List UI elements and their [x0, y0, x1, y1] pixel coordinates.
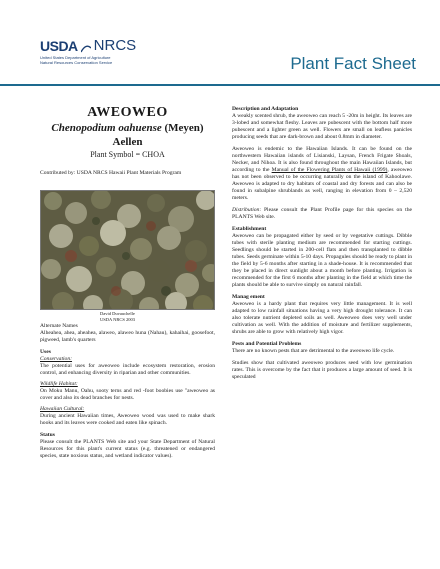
- wildlife-text: On Moku Manu, Oahu, sooty terns and red -foot boobies use "aweoweo as cover and also its dead branches for nests.: [40, 388, 215, 401]
- right-column: [232, 106, 412, 381]
- author-name: Aellen: [112, 136, 143, 148]
- usda-wordmark: USDA: [40, 38, 78, 54]
- uses-heading: Uses: [40, 349, 51, 355]
- genus-species: Chenopodium oahuense: [51, 122, 162, 134]
- contributed-by: Contributed by: USDA NRCS Hawaii Plant Materials Program: [40, 170, 182, 176]
- pests-p2: Studies show that cultivated aweoweo produces seed with low germination rates. This is overcome by the fact that it produces a large amount of seed. It is speculated: [232, 360, 412, 380]
- plant-photo: [40, 190, 215, 310]
- establishment-text: Aweoweo can be propagated either by seed or by vegetative cuttings. Dibble tubes with sterile planting medium are recommended for starting cuttings. Seedlings should be started in 200-cell flats and then transplanted to dibble tubes. Seeds germinate within 5-10 days. Propagules should be ready to plant in the field by 5-6 months after starting in a shade-house. It is recommended that they be placed in direct sunlight about a month before planting. Irrigation is recommended for the first 6 months after planting in the field at which time the plants should be able to survive simply on natural rainfall.: [232, 233, 412, 288]
- distribution-text: Distribution: Please consult the Plant Profile page for this species on the PLANTS Web site.: [232, 207, 412, 220]
- pests-heading: Pests and Potential Problems: [232, 341, 302, 347]
- conservation-heading: Conservation:: [40, 356, 73, 362]
- description-heading: Description and Adaptation: [232, 106, 299, 112]
- alt-names-heading: Alternate Names: [40, 323, 78, 329]
- agency-line-2: Natural Resources Conservation Service: [40, 60, 113, 65]
- common-name: AWEOWEO: [87, 105, 168, 120]
- manual-reference-link[interactable]: Manual of the Flowering Plants of Hawaii (1999): [271, 167, 388, 173]
- establishment-heading: Establishment: [232, 226, 267, 232]
- plant-symbol: Plant Symbol = CHOA: [90, 150, 165, 159]
- usda-nrcs-logo: [40, 38, 180, 78]
- photo-credit: David Duvauchelle USDA NRCS 2003: [100, 311, 136, 322]
- scientific-name: [40, 122, 215, 134]
- management-heading: Manag ement: [232, 294, 265, 300]
- alt-names-text: Alheahea, ahea, aheahea, alaweo, alaweo huna (Nahau), kahaihai, goosefoot, pigweed, lamb's quarters: [40, 330, 215, 343]
- left-column: [40, 323, 215, 460]
- management-text: Aweoweo is a hardy plant that requires very little management. It is well adapted to low rainfall situations having a very high drought tolerance. It can also tolerate nutrient depleted soils as well. Aweoweo does very well under cultivation as well. With the addition of moisture and fertilizer supplements, shrubs are able to grow with relatively high vigor.: [232, 301, 412, 335]
- hawaiian-cultural-heading: Hawaiian Cultural:: [40, 406, 85, 412]
- foliage-image: [41, 191, 215, 310]
- agency-line-1: United States Department of Agriculture: [40, 55, 111, 60]
- status-heading: Status: [40, 432, 55, 438]
- header-rule: [0, 84, 440, 86]
- pests-p1: There are no known pests that are detrimental to the aweoweo life cycle.: [232, 348, 395, 354]
- nrcs-wordmark: NRCS: [93, 37, 137, 54]
- status-text: Please consult the PLANTS Web site and your State Department of Natural Resources for this plant's current status (e.g. threatened or endangered species, state noxious status, and wetland indicator values).: [40, 439, 215, 459]
- conservation-text: The potential uses for aweoweo include ecosystem restoration, erosion control, and enhancing diversity in riparian and other communities.: [40, 363, 215, 376]
- hawaiian-cultural-text: During ancient Hawaiian times, Aweoweo wood was used to make shark hooks and its leaves were cooked and eaten like spinach.: [40, 413, 215, 426]
- description-p2: Aweoweo is endemic to the Hawaiian Islands. It can be found on the northwestern Hawaiian islands of Lisianski, Laysan, French Frigate Shoals, Necker, and Nihoa. It is also found throughout the main Hawaiian Islands, but according to the Manual of the Flowering Plants of Hawaii (1999), aweoweo has not been observed to be occurring naturally on the island of Kahoolawe. Aweoweo is adapted to dry habitats of coastal and dry forests and can also be found in subalpine shrublands as well, ranging in elevation from 0 – 2,520 meters.: [232, 146, 412, 201]
- swoosh-icon: [81, 45, 91, 53]
- wildlife-heading: Wildlife Habitat:: [40, 381, 78, 387]
- description-p1: A weakly scented shrub, the aweoweo can reach 5 -20m in height. Its leaves are 3-lobed and somewhat fleshy. Leaves are pubescent with the bottom half more pubescent and a lighter green as well. Flowers are small on leafless panicles producing seeds that are dark-brown and about 0.8mm in diameter.: [232, 113, 412, 140]
- author-paren: (Meyen): [164, 122, 204, 134]
- doc-type-title: Plant Fact Sheet: [290, 54, 416, 73]
